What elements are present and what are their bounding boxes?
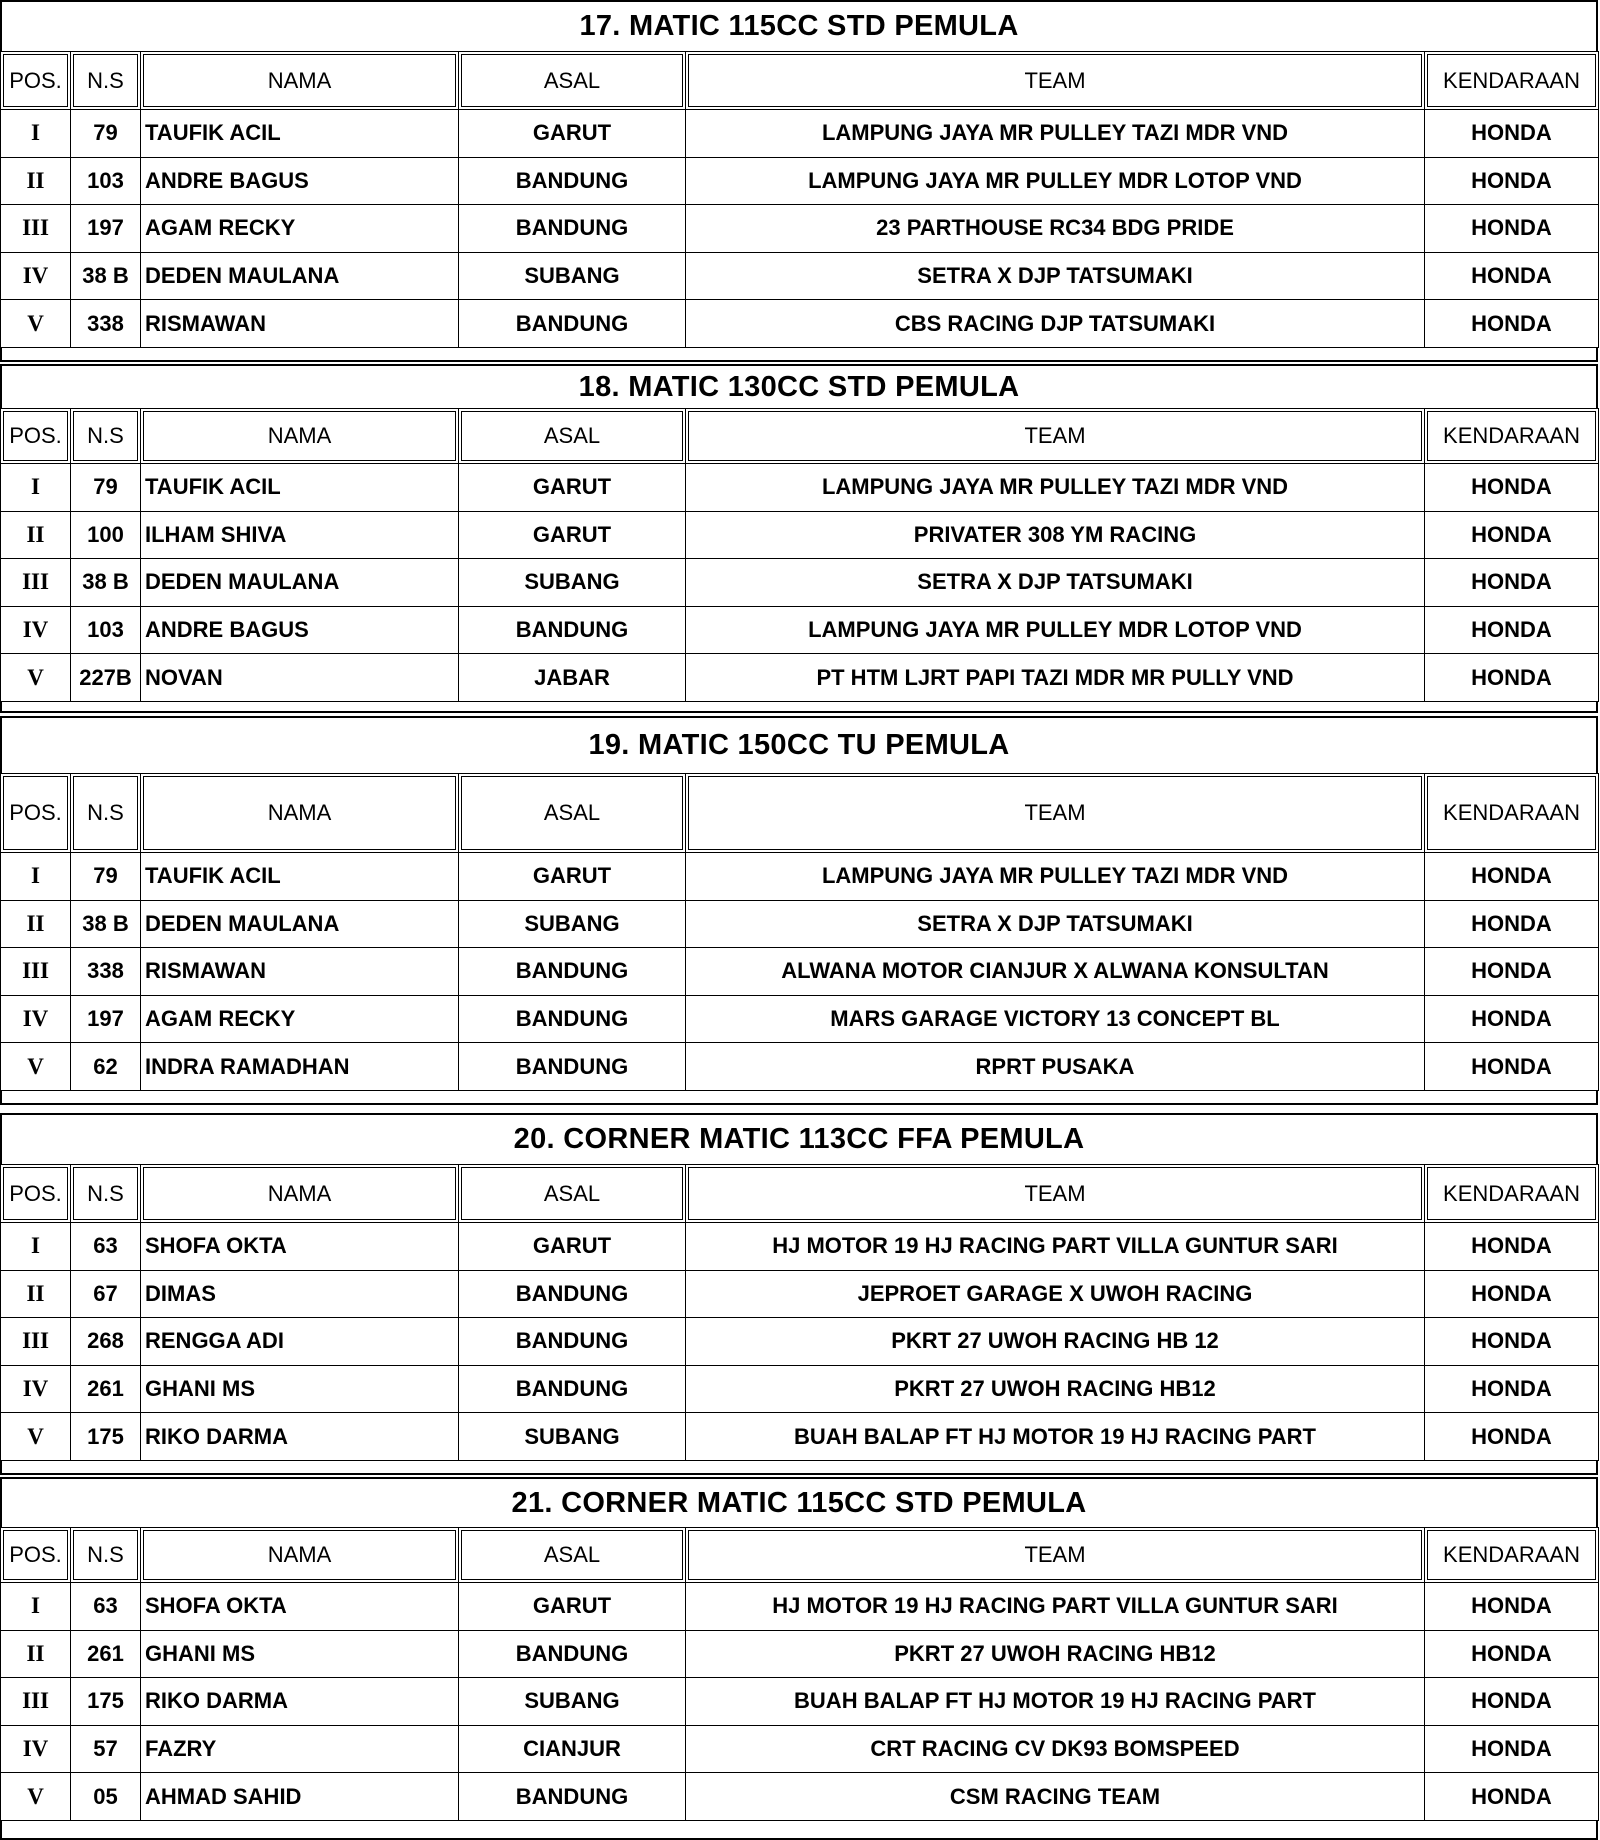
cell-team: CSM RACING TEAM [686, 1773, 1425, 1821]
column-header-nama: NAMA [141, 52, 459, 110]
column-header-pos: POS. [1, 1528, 71, 1583]
cell-pos: II [1, 900, 71, 948]
cell-nama: INDRA RAMADHAN [141, 1043, 459, 1091]
column-header-asal: ASAL [459, 1528, 686, 1583]
table-row [1, 559, 1599, 607]
section-divider [0, 347, 1598, 362]
cell-pos: IV [1, 1365, 71, 1413]
header-row [1, 1165, 1599, 1223]
cell-team: CBS RACING DJP TATSUMAKI [686, 300, 1425, 348]
cell-nama: TAUFIK ACIL [141, 110, 459, 158]
cell-nama: GHANI MS [141, 1630, 459, 1678]
cell-nama: NOVAN [141, 654, 459, 702]
section-divider [0, 1090, 1598, 1105]
cell-kendaraan: HONDA [1425, 1043, 1599, 1091]
cell-asal: GARUT [459, 464, 686, 512]
cell-ns: 79 [71, 853, 141, 901]
table-row [1, 1773, 1599, 1821]
cell-nama: DIMAS [141, 1270, 459, 1318]
results-table [0, 1164, 1599, 1461]
cell-nama: GHANI MS [141, 1365, 459, 1413]
cell-pos: I [1, 1583, 71, 1631]
results-table [0, 408, 1599, 702]
column-header-ns: N.S [71, 774, 141, 853]
cell-ns: 103 [71, 157, 141, 205]
table-row [1, 511, 1599, 559]
column-header-asal: ASAL [459, 409, 686, 464]
cell-asal: BANDUNG [459, 1773, 686, 1821]
cell-team: LAMPUNG JAYA MR PULLEY MDR LOTOP VND [686, 606, 1425, 654]
cell-asal: SUBANG [459, 1678, 686, 1726]
column-header-kendaraan: KENDARAAN [1425, 409, 1599, 464]
cell-team: HJ MOTOR 19 HJ RACING PART VILLA GUNTUR SARI [686, 1583, 1425, 1631]
column-header-nama: NAMA [141, 409, 459, 464]
cell-nama: RIKO DARMA [141, 1678, 459, 1726]
table-row [1, 1630, 1599, 1678]
section-title: 17. MATIC 115CC STD PEMULA [0, 0, 1598, 51]
column-header-team: TEAM [686, 409, 1425, 464]
table-row [1, 948, 1599, 996]
cell-team: LAMPUNG JAYA MR PULLEY TAZI MDR VND [686, 110, 1425, 158]
cell-pos: V [1, 1413, 71, 1461]
cell-asal: BANDUNG [459, 1630, 686, 1678]
cell-nama: AGAM RECKY [141, 205, 459, 253]
cell-pos: V [1, 1043, 71, 1091]
cell-kendaraan: HONDA [1425, 995, 1599, 1043]
column-header-kendaraan: KENDARAAN [1425, 1165, 1599, 1223]
cell-kendaraan: HONDA [1425, 654, 1599, 702]
column-header-ns: N.S [71, 1528, 141, 1583]
cell-kendaraan: HONDA [1425, 1773, 1599, 1821]
column-header-nama: NAMA [141, 1165, 459, 1223]
cell-asal: BANDUNG [459, 205, 686, 253]
cell-ns: 57 [71, 1725, 141, 1773]
table-row [1, 252, 1599, 300]
cell-pos: II [1, 157, 71, 205]
cell-pos: III [1, 1678, 71, 1726]
column-header-pos: POS. [1, 774, 71, 853]
results-table [0, 51, 1599, 348]
cell-nama: TAUFIK ACIL [141, 853, 459, 901]
cell-asal: GARUT [459, 853, 686, 901]
cell-ns: 227B [71, 654, 141, 702]
cell-asal: SUBANG [459, 252, 686, 300]
table-row [1, 205, 1599, 253]
cell-nama: RISMAWAN [141, 300, 459, 348]
cell-nama: ANDRE BAGUS [141, 157, 459, 205]
column-header-asal: ASAL [459, 774, 686, 853]
cell-asal: BANDUNG [459, 1043, 686, 1091]
cell-team: LAMPUNG JAYA MR PULLEY TAZI MDR VND [686, 464, 1425, 512]
cell-ns: 63 [71, 1223, 141, 1271]
cell-kendaraan: HONDA [1425, 1318, 1599, 1366]
cell-asal: CIANJUR [459, 1725, 686, 1773]
table-row [1, 853, 1599, 901]
cell-ns: 100 [71, 511, 141, 559]
cell-nama: RIKO DARMA [141, 1413, 459, 1461]
cell-kendaraan: HONDA [1425, 900, 1599, 948]
cell-pos: I [1, 1223, 71, 1271]
cell-kendaraan: HONDA [1425, 205, 1599, 253]
cell-kendaraan: HONDA [1425, 1725, 1599, 1773]
cell-ns: 197 [71, 995, 141, 1043]
cell-kendaraan: HONDA [1425, 948, 1599, 996]
table-row [1, 900, 1599, 948]
cell-pos: I [1, 853, 71, 901]
column-header-kendaraan: KENDARAAN [1425, 52, 1599, 110]
cell-pos: I [1, 464, 71, 512]
cell-ns: 38 B [71, 252, 141, 300]
cell-ns: 338 [71, 948, 141, 996]
cell-asal: BANDUNG [459, 606, 686, 654]
column-header-nama: NAMA [141, 1528, 459, 1583]
cell-team: ALWANA MOTOR CIANJUR X ALWANA KONSULTAN [686, 948, 1425, 996]
table-row [1, 110, 1599, 158]
cell-kendaraan: HONDA [1425, 1583, 1599, 1631]
cell-asal: BANDUNG [459, 300, 686, 348]
section-title: 20. CORNER MATIC 113CC FFA PEMULA [0, 1113, 1598, 1164]
column-header-asal: ASAL [459, 52, 686, 110]
cell-team: PKRT 27 UWOH RACING HB12 [686, 1365, 1425, 1413]
header-row [1, 52, 1599, 110]
results-table [0, 773, 1599, 1091]
column-header-ns: N.S [71, 1165, 141, 1223]
cell-pos: V [1, 300, 71, 348]
cell-pos: IV [1, 606, 71, 654]
cell-asal: BANDUNG [459, 995, 686, 1043]
cell-kendaraan: HONDA [1425, 511, 1599, 559]
cell-pos: V [1, 1773, 71, 1821]
cell-asal: BANDUNG [459, 157, 686, 205]
cell-ns: 38 B [71, 900, 141, 948]
cell-nama: AGAM RECKY [141, 995, 459, 1043]
cell-team: 23 PARTHOUSE RC34 BDG PRIDE [686, 205, 1425, 253]
cell-pos: V [1, 654, 71, 702]
cell-kendaraan: HONDA [1425, 1413, 1599, 1461]
section-title: 19. MATIC 150CC TU PEMULA [0, 716, 1598, 773]
cell-nama: RENGGA ADI [141, 1318, 459, 1366]
cell-kendaraan: HONDA [1425, 606, 1599, 654]
table-row [1, 1043, 1599, 1091]
cell-kendaraan: HONDA [1425, 853, 1599, 901]
table-row [1, 464, 1599, 512]
cell-asal: BANDUNG [459, 1318, 686, 1366]
table-row [1, 1318, 1599, 1366]
column-header-ns: N.S [71, 409, 141, 464]
cell-team: JEPROET GARAGE X UWOH RACING [686, 1270, 1425, 1318]
cell-ns: 175 [71, 1413, 141, 1461]
column-header-team: TEAM [686, 774, 1425, 853]
cell-ns: 38 B [71, 559, 141, 607]
column-header-ns: N.S [71, 52, 141, 110]
header-row [1, 1528, 1599, 1583]
table-row [1, 1413, 1599, 1461]
cell-ns: 79 [71, 464, 141, 512]
cell-kendaraan: HONDA [1425, 464, 1599, 512]
cell-team: LAMPUNG JAYA MR PULLEY MDR LOTOP VND [686, 157, 1425, 205]
cell-kendaraan: HONDA [1425, 110, 1599, 158]
cell-kendaraan: HONDA [1425, 559, 1599, 607]
cell-kendaraan: HONDA [1425, 1270, 1599, 1318]
section-divider [0, 1820, 1598, 1840]
table-row [1, 654, 1599, 702]
column-header-team: TEAM [686, 1165, 1425, 1223]
cell-nama: DEDEN MAULANA [141, 900, 459, 948]
results-table [0, 1527, 1599, 1821]
table-row [1, 1583, 1599, 1631]
cell-ns: 05 [71, 1773, 141, 1821]
cell-team: SETRA X DJP TATSUMAKI [686, 900, 1425, 948]
cell-asal: GARUT [459, 1223, 686, 1271]
header-row [1, 409, 1599, 464]
column-header-kendaraan: KENDARAAN [1425, 1528, 1599, 1583]
column-header-pos: POS. [1, 409, 71, 464]
table-row [1, 995, 1599, 1043]
cell-team: MARS GARAGE VICTORY 13 CONCEPT BL [686, 995, 1425, 1043]
column-header-team: TEAM [686, 1528, 1425, 1583]
cell-team: PKRT 27 UWOH RACING HB 12 [686, 1318, 1425, 1366]
table-row [1, 1725, 1599, 1773]
cell-nama: ANDRE BAGUS [141, 606, 459, 654]
section-title: 18. MATIC 130CC STD PEMULA [0, 364, 1598, 408]
cell-kendaraan: HONDA [1425, 300, 1599, 348]
cell-team: SETRA X DJP TATSUMAKI [686, 559, 1425, 607]
cell-nama: SHOFA OKTA [141, 1583, 459, 1631]
cell-kendaraan: HONDA [1425, 157, 1599, 205]
column-header-pos: POS. [1, 1165, 71, 1223]
cell-nama: FAZRY [141, 1725, 459, 1773]
cell-kendaraan: HONDA [1425, 1223, 1599, 1271]
cell-team: LAMPUNG JAYA MR PULLEY TAZI MDR VND [686, 853, 1425, 901]
cell-team: SETRA X DJP TATSUMAKI [686, 252, 1425, 300]
cell-kendaraan: HONDA [1425, 1630, 1599, 1678]
cell-asal: GARUT [459, 110, 686, 158]
cell-asal: BANDUNG [459, 948, 686, 996]
cell-team: PRIVATER 308 YM RACING [686, 511, 1425, 559]
cell-ns: 261 [71, 1365, 141, 1413]
cell-ns: 175 [71, 1678, 141, 1726]
cell-ns: 62 [71, 1043, 141, 1091]
table-row [1, 157, 1599, 205]
header-row [1, 774, 1599, 853]
cell-kendaraan: HONDA [1425, 252, 1599, 300]
column-header-kendaraan: KENDARAAN [1425, 774, 1599, 853]
cell-pos: III [1, 205, 71, 253]
table-row [1, 1365, 1599, 1413]
cell-asal: GARUT [459, 1583, 686, 1631]
column-header-asal: ASAL [459, 1165, 686, 1223]
cell-pos: I [1, 110, 71, 158]
cell-asal: JABAR [459, 654, 686, 702]
cell-pos: III [1, 1318, 71, 1366]
cell-nama: RISMAWAN [141, 948, 459, 996]
cell-asal: SUBANG [459, 559, 686, 607]
table-row [1, 1678, 1599, 1726]
table-row [1, 300, 1599, 348]
cell-pos: IV [1, 252, 71, 300]
section-title: 21. CORNER MATIC 115CC STD PEMULA [0, 1477, 1598, 1527]
section-divider [0, 1460, 1598, 1475]
cell-pos: III [1, 948, 71, 996]
section-divider [0, 701, 1598, 713]
column-header-pos: POS. [1, 52, 71, 110]
cell-ns: 67 [71, 1270, 141, 1318]
cell-team: CRT RACING CV DK93 BOMSPEED [686, 1725, 1425, 1773]
cell-team: RPRT PUSAKA [686, 1043, 1425, 1091]
cell-pos: II [1, 1630, 71, 1678]
cell-nama: SHOFA OKTA [141, 1223, 459, 1271]
cell-kendaraan: HONDA [1425, 1365, 1599, 1413]
cell-asal: SUBANG [459, 1413, 686, 1461]
cell-ns: 103 [71, 606, 141, 654]
cell-ns: 261 [71, 1630, 141, 1678]
cell-pos: III [1, 559, 71, 607]
cell-ns: 197 [71, 205, 141, 253]
column-header-team: TEAM [686, 52, 1425, 110]
cell-ns: 268 [71, 1318, 141, 1366]
cell-nama: AHMAD SAHID [141, 1773, 459, 1821]
cell-team: PKRT 27 UWOH RACING HB12 [686, 1630, 1425, 1678]
cell-nama: DEDEN MAULANA [141, 559, 459, 607]
table-row [1, 606, 1599, 654]
cell-asal: SUBANG [459, 900, 686, 948]
cell-nama: TAUFIK ACIL [141, 464, 459, 512]
table-row [1, 1270, 1599, 1318]
cell-ns: 79 [71, 110, 141, 158]
cell-ns: 63 [71, 1583, 141, 1631]
cell-asal: GARUT [459, 511, 686, 559]
cell-pos: IV [1, 1725, 71, 1773]
cell-team: BUAH BALAP FT HJ MOTOR 19 HJ RACING PART [686, 1413, 1425, 1461]
cell-team: HJ MOTOR 19 HJ RACING PART VILLA GUNTUR SARI [686, 1223, 1425, 1271]
cell-nama: DEDEN MAULANA [141, 252, 459, 300]
cell-kendaraan: HONDA [1425, 1678, 1599, 1726]
column-header-nama: NAMA [141, 774, 459, 853]
cell-ns: 338 [71, 300, 141, 348]
cell-asal: BANDUNG [459, 1270, 686, 1318]
cell-team: BUAH BALAP FT HJ MOTOR 19 HJ RACING PART [686, 1678, 1425, 1726]
cell-asal: BANDUNG [459, 1365, 686, 1413]
cell-team: PT HTM LJRT PAPI TAZI MDR MR PULLY VND [686, 654, 1425, 702]
cell-nama: ILHAM SHIVA [141, 511, 459, 559]
table-row [1, 1223, 1599, 1271]
cell-pos: II [1, 1270, 71, 1318]
cell-pos: IV [1, 995, 71, 1043]
cell-pos: II [1, 511, 71, 559]
